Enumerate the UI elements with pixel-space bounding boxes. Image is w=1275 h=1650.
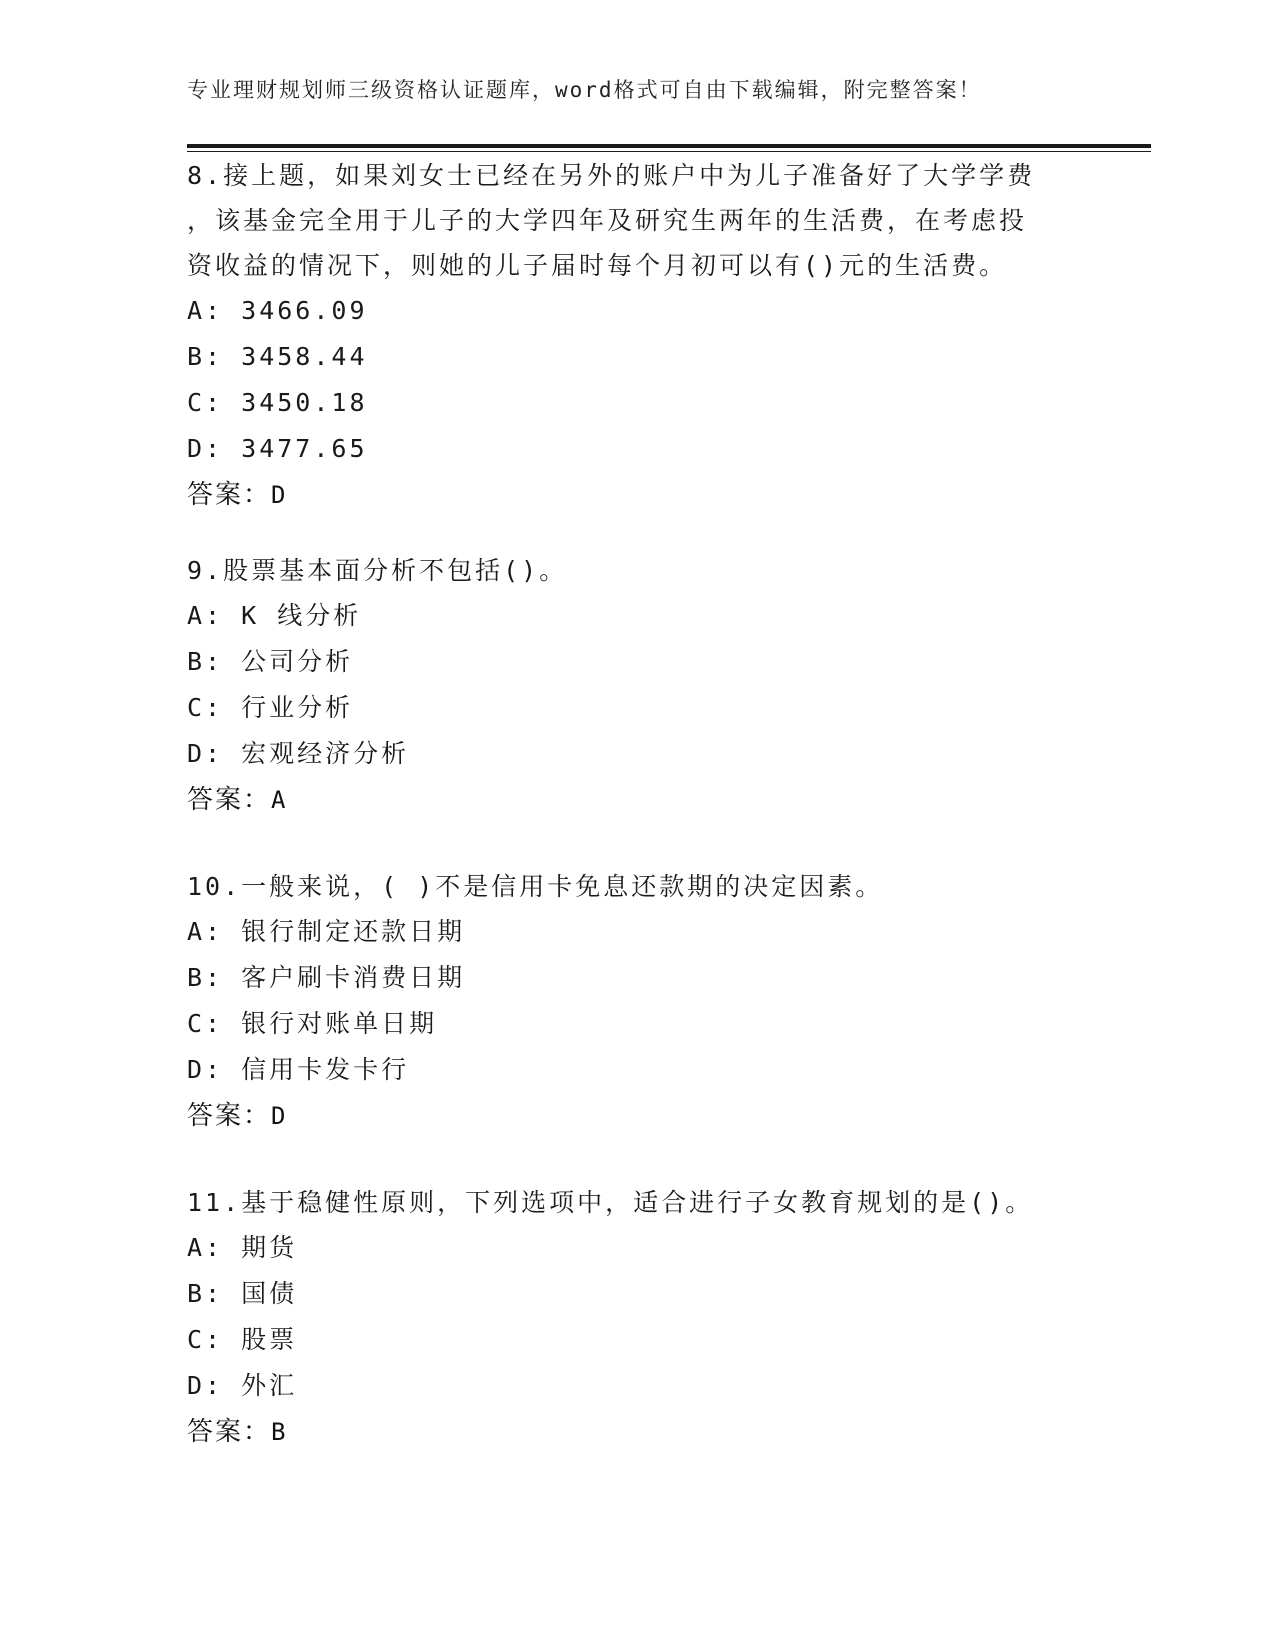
page-header: 专业理财规划师三级资格认证题库，word格式可自由下载编辑，附完整答案！ <box>187 78 982 102</box>
answer-value: A <box>271 786 288 814</box>
question-8 <box>187 153 1067 518</box>
option-d: D: 3477.65 <box>187 434 368 463</box>
question-10 <box>187 864 1067 1139</box>
question-9 <box>187 548 1067 823</box>
option-c: C: 3450.18 <box>187 388 368 417</box>
question-stem-line: 8.接上题，如果刘女士已经在另外的账户中为儿子准备好了大学学费 <box>187 161 1036 190</box>
option-a: A: 3466.09 <box>187 296 368 325</box>
option-b: B: 客户刷卡消费日期 <box>187 963 466 992</box>
answer-label: 答案： <box>187 1417 272 1447</box>
answer-value: D <box>271 1102 288 1130</box>
option-a: A: 期货 <box>187 1233 298 1262</box>
option-d: D: 外汇 <box>187 1371 298 1400</box>
question-stem-line: 10.一般来说，( )不是信用卡免息还款期的决定因素。 <box>187 872 884 901</box>
option-d: D: 信用卡发卡行 <box>187 1055 410 1084</box>
header-rule-thick <box>187 144 1151 148</box>
header-rule-thin <box>187 151 1151 152</box>
option-b: B: 公司分析 <box>187 647 354 676</box>
question-stem-line: 11.基于稳健性原则，下列选项中，适合进行子女教育规划的是()。 <box>187 1188 1034 1217</box>
answer-label: 答案： <box>187 480 272 510</box>
answer <box>187 472 1067 518</box>
question-stem-line: 资收益的情况下，则她的儿子届时每个月初可以有()元的生活费。 <box>187 251 1008 280</box>
option-c: C: 银行对账单日期 <box>187 1009 438 1038</box>
option-b: B: 国债 <box>187 1279 298 1308</box>
answer <box>187 777 1067 823</box>
option-a: A: 银行制定还款日期 <box>187 917 466 946</box>
answer-label: 答案： <box>187 1101 272 1131</box>
option-c: C: 股票 <box>187 1325 298 1354</box>
answer <box>187 1093 1067 1139</box>
answer-label: 答案： <box>187 785 272 815</box>
option-a: A: K 线分析 <box>187 601 362 630</box>
question-stem-line: ，该基金完全用于儿子的大学四年及研究生两年的生活费，在考虑投 <box>187 206 1028 235</box>
question-stem-line: 9.股票基本面分析不包括()。 <box>187 556 568 585</box>
answer-value: B <box>271 1418 288 1446</box>
option-d: D: 宏观经济分析 <box>187 739 410 768</box>
question-11 <box>187 1180 1067 1455</box>
option-b: B: 3458.44 <box>187 342 368 371</box>
option-c: C: 行业分析 <box>187 693 354 722</box>
answer <box>187 1409 1067 1455</box>
answer-value: D <box>271 481 288 509</box>
